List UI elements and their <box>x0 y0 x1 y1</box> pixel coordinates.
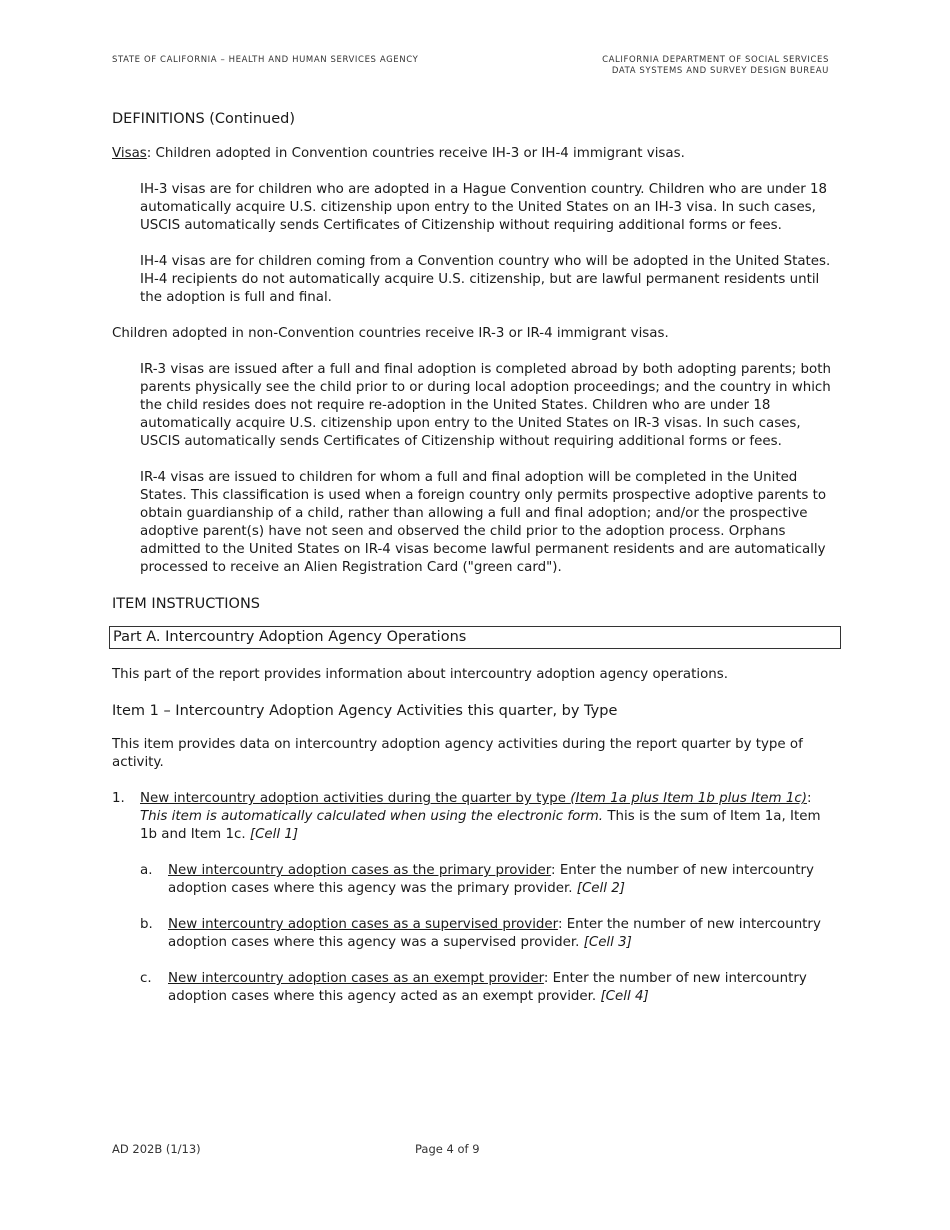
item1b-instruction <box>112 916 838 952</box>
item1b-cell: [Cell 3] <box>583 935 632 950</box>
item1a-cell: [Cell 2] <box>576 881 625 896</box>
item1-cell: [Cell 1] <box>249 827 299 842</box>
item1-title-paren: (Item 1a plus Item 1b plus Item 1c) <box>570 791 807 806</box>
visas-term: Visas <box>112 146 147 161</box>
footer-page-number: Page 4 of 9 <box>415 1142 480 1156</box>
item1c-title: New intercountry adoption cases as an exempt provider <box>168 971 544 986</box>
ih4-definition: IH-4 visas are for children coming from a Convention country who will be adopted in the United States. IH-4 recipients do not automatically acquire U.S. citizenship, but are lawful permanent residents until the adoption is full and final. <box>140 254 831 305</box>
item1-title <box>140 791 807 806</box>
item1b-letter: b. <box>140 917 153 932</box>
item-instructions-title: ITEM INSTRUCTIONS <box>112 596 261 612</box>
item1-heading: Item 1 – Intercountry Adoption Agency Activities this quarter, by Type <box>112 703 618 719</box>
non-convention-intro: Children adopted in non-Convention countries receive IR-3 or IR-4 immigrant visas. <box>112 326 669 341</box>
header-department-line1: CALIFORNIA DEPARTMENT OF SOCIAL SERVICES <box>602 55 829 65</box>
item1-description: This item provides data on intercountry adoption agency activities during the report quarter by type of activity. <box>112 737 803 770</box>
header-department <box>602 55 829 77</box>
item1-instruction <box>112 790 838 844</box>
item1c-text: : Enter the number of new intercountry adoption cases where this agency acted as an exempt provider. <box>168 971 807 1004</box>
document-body <box>112 110 838 1024</box>
item1-colon: : <box>806 791 812 806</box>
header-agency: STATE OF CALIFORNIA – HEALTH AND HUMAN SERVICES AGENCY <box>112 55 419 65</box>
definitions-title: DEFINITIONS (Continued) <box>112 111 295 127</box>
item1a-title: New intercountry adoption cases as the primary provider <box>168 863 552 878</box>
item1-title-text: New intercountry adoption activities during the quarter by type <box>140 791 566 806</box>
ir3-definition: IR-3 visas are issued after a full and final adoption is completed abroad by both adopting parents; both parents physically see the child prior to or during local adoption proceedings; and the country in which the child resides does not require re-adoption in the United States. Children who are under 18 automatically acquire U.S. citizenship upon entry to the United States on IR-3 visas. In such cases, USCIS automatically sends Certificates of Citizenship without requiring additional forms or fees. <box>140 362 831 449</box>
item1b-text: : Enter the number of new intercountry adoption cases where this agency was a supervised provider. <box>168 917 821 950</box>
item1-auto-note: This item is automatically calculated when using the electronic form. <box>140 809 604 824</box>
item1c-instruction <box>112 970 838 1006</box>
item1-number: 1. <box>112 791 125 806</box>
part-a-heading: Part A. Intercountry Adoption Agency Operations <box>109 626 841 649</box>
item1-rest: This is the sum of Item 1a, Item 1b and Item 1c. <box>140 809 821 842</box>
part-a-description: This part of the report provides information about intercountry adoption agency operations. <box>112 667 729 682</box>
item1b-title: New intercountry adoption cases as a supervised provider <box>168 917 558 932</box>
visas-intro <box>112 145 838 163</box>
item1c-letter: c. <box>140 971 152 986</box>
visas-intro-text: : Children adopted in Convention countries receive IH-3 or IH-4 immigrant visas. <box>146 146 685 161</box>
ih3-definition: IH-3 visas are for children who are adopted in a Hague Convention country. Children who are under 18 automatically acquire U.S. citizenship upon entry to the United States on an IH-3 visa. In such cases, USCIS automatically sends Certificates of Citizenship without requiring additional forms or fees. <box>140 182 828 233</box>
item1c-cell: [Cell 4] <box>600 989 649 1004</box>
item1a-instruction <box>112 862 838 898</box>
item1a-letter: a. <box>140 863 153 878</box>
ir4-definition: IR-4 visas are issued to children for whom a full and final adoption will be completed in the United States. This classification is used when a foreign country only permits prospective adoptive parents to obtain guardianship of a child, rather than allowing a full and final adoption; and/or the prospective adoptive parent(s) have not seen and observed the child prior to the adoption process. Orphans admitted to the United States on IR-4 visas become lawful permanent residents and are automatically processed to receive an Alien Registration Card ("green card"). <box>140 470 827 575</box>
item1a-text: : Enter the number of new intercountry adoption cases where this agency was the primary provider. <box>168 863 814 896</box>
footer-form-id: AD 202B (1/13) <box>112 1142 201 1156</box>
header-department-line2: DATA SYSTEMS AND SURVEY DESIGN BUREAU <box>611 66 829 76</box>
